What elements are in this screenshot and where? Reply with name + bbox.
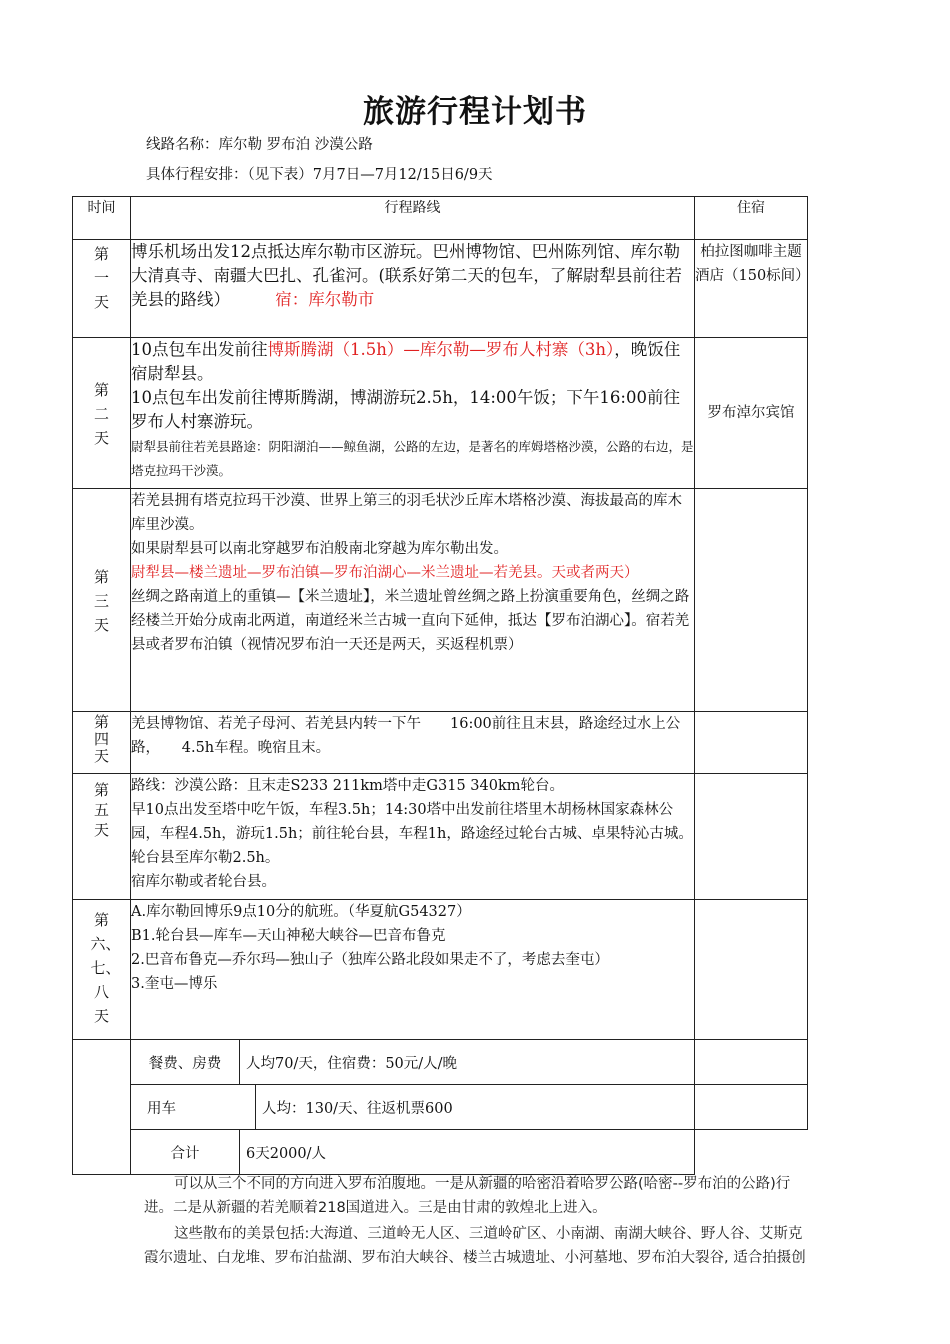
- table-row: [73, 774, 808, 900]
- header-lodging: 住宿: [695, 197, 808, 240]
- cost-value: 6天2000/人: [246, 1145, 327, 1162]
- route-text: ，晚饭住宿尉犁县。: [131, 340, 681, 383]
- route-text-highlight: 博斯腾湖（1.5h）—库尔勒—罗布人村寨（3h）: [267, 340, 615, 359]
- table-row: [73, 489, 808, 712]
- document-title: 旅游行程计划书: [363, 94, 587, 130]
- route-text: A.库尔勒回博乐9点10分的航班。（华夏航G54327）: [131, 904, 471, 920]
- route-text: 早10点出发至塔中吃午饭，车程3.5h；14:30塔中出发前往塔里木胡杨林国家森林公园，车程4.5h，游玩1.5h；前往轮台县，车程1h，路途经过轮台古城、卓果特沁古城。轮台县至库尔勒2.5h。: [131, 802, 693, 866]
- header-route: 行程路线: [131, 197, 695, 240]
- table-row: [73, 900, 808, 1040]
- table-row: [73, 240, 808, 338]
- route-text-highlight: 宿：库尔勒市: [275, 290, 375, 309]
- cost-value: 人均70/天，住宿费：50元/人/晚: [246, 1055, 458, 1072]
- cost-row: [73, 1085, 808, 1130]
- route-text: 羌县博物馆、若羌子母河、若羌县内转一下午 16:00前往且末县，路途经过水上公路， 4.5h车程。晚宿且末。: [131, 716, 681, 756]
- route-cell: [131, 712, 695, 774]
- route-text: 3.奎屯—博乐: [131, 976, 218, 992]
- lodging-cell: [695, 489, 808, 712]
- table-row: [73, 338, 808, 489]
- cost-cell: [131, 1040, 695, 1085]
- paragraph: [144, 1222, 808, 1270]
- cost-cell: [131, 1085, 695, 1130]
- cost-cell: [131, 1130, 695, 1175]
- table-row: [73, 712, 808, 774]
- route-cell: [131, 774, 695, 900]
- route-text: 路线：沙漠公路：且末走S233 211km塔中走G315 340km轮台。: [131, 778, 565, 794]
- lodging-cell: [695, 774, 808, 900]
- paragraph-text: 可以从三个不同的方向进入罗布泊腹地。一是从新疆的哈密沿着哈罗公路(哈密--罗布泊的公路)行进。二是从新疆的若羌顺着218国道进入。三是由甘肃的敦煌北上进入。: [144, 1176, 791, 1216]
- route-text-highlight: 尉犁县—楼兰遗址—罗布泊镇—罗布泊湖心—米兰遗址—若羌县。天或者两天）: [131, 565, 639, 581]
- day-label: 第六、七、八天: [90, 911, 121, 1025]
- lodging-cell: [695, 900, 808, 1040]
- route-text: 如果尉犁县可以南北穿越罗布泊般南北穿越为库尔勒出发。: [131, 541, 508, 557]
- route-text: 丝绸之路南道上的重镇—【米兰遗址】，米兰遗址曾丝绸之路上扮演重要角色，丝绸之路经楼兰开始分成南北两道，南道经米兰古城一直向下延伸，抵达【罗布泊湖心】。宿若羌县或者罗布泊镇（视情况罗布泊一天还是两天，买返程机票）: [131, 589, 690, 653]
- day-label: 第一天: [93, 245, 109, 311]
- route-cell: [131, 489, 695, 712]
- route-text: 博乐机场出发12点抵达库尔勒市区游玩。巴州博物馆、巴州陈列馆、库尔勒大清真寺、南疆大巴扎、孔雀河。(联系好第二天的包车，了解尉犁县前往若羌县的路线）: [131, 242, 682, 309]
- day-label: 第三天: [93, 568, 109, 634]
- route-text: 10点包车出发前往: [131, 340, 268, 359]
- route-note: 尉犁县前往若羌县路途：阴阳湖泊——鲸鱼湖，公路的左边，是著名的库姆塔格沙漠，公路的右边，是塔克拉玛干沙漠。: [131, 439, 694, 478]
- schedule-summary: 具体行程安排：（见下表）7月7日—7月12/15日6/9天: [146, 167, 493, 183]
- itinerary-table: [72, 196, 808, 1175]
- lodging-cell: [695, 712, 808, 774]
- route-cell: [131, 338, 695, 489]
- lodging-cell: 柏拉图咖啡主题酒店（150标间）: [695, 240, 808, 338]
- lodging-cell: 罗布淖尔宾馆: [695, 338, 808, 489]
- route-cell: [131, 900, 695, 1040]
- route-text: B1.轮台县—库车—天山神秘大峡谷—巴音布鲁克: [131, 928, 446, 944]
- day-label: 第四天: [93, 713, 109, 765]
- header-time: 时间: [73, 197, 131, 240]
- cost-label: 餐费、房费: [131, 1040, 240, 1084]
- route-name: 线路名称：库尔勒 罗布泊 沙漠公路: [146, 137, 373, 153]
- route-cell: [131, 240, 695, 338]
- cost-row: [73, 1130, 808, 1175]
- route-text: 若羌县拥有塔克拉玛干沙漠、世界上第三的羽毛状沙丘库木塔格沙漠、海拔最高的库木库里沙漠。: [131, 493, 682, 533]
- cost-blank-cell: [73, 1040, 131, 1175]
- route-text: 10点包车出发前往博斯腾湖，博湖游玩2.5h，14:00午饭；下午16:00前往罗布人村寨游玩。: [131, 388, 680, 431]
- day-label: 第二天: [93, 381, 109, 447]
- cost-value: 人均：130/天、往返机票600: [262, 1100, 453, 1117]
- paragraph-text: 这些散布的美景包括:大海道、三道岭无人区、三道岭矿区、小南湖、南湖大峡谷、野人谷、艾斯克霞尔遗址、白龙堆、罗布泊盐湖、罗布泊大峡谷、楼兰古城遗址、小河墓地、罗布泊大裂谷, 适合拍摄创: [144, 1226, 806, 1266]
- table-header-row: [73, 197, 808, 240]
- cost-label: 用车: [131, 1085, 256, 1129]
- cost-label: 合计: [131, 1130, 240, 1174]
- paragraph: [144, 1172, 808, 1220]
- route-text: 2.巴音布鲁克—乔尔玛—独山子（独库公路北段如果走不了，考虑去奎屯）: [131, 952, 609, 968]
- route-text: 宿库尔勒或者轮台县。: [131, 874, 276, 890]
- cost-row: [73, 1040, 808, 1085]
- day-label: 第五天: [93, 781, 109, 839]
